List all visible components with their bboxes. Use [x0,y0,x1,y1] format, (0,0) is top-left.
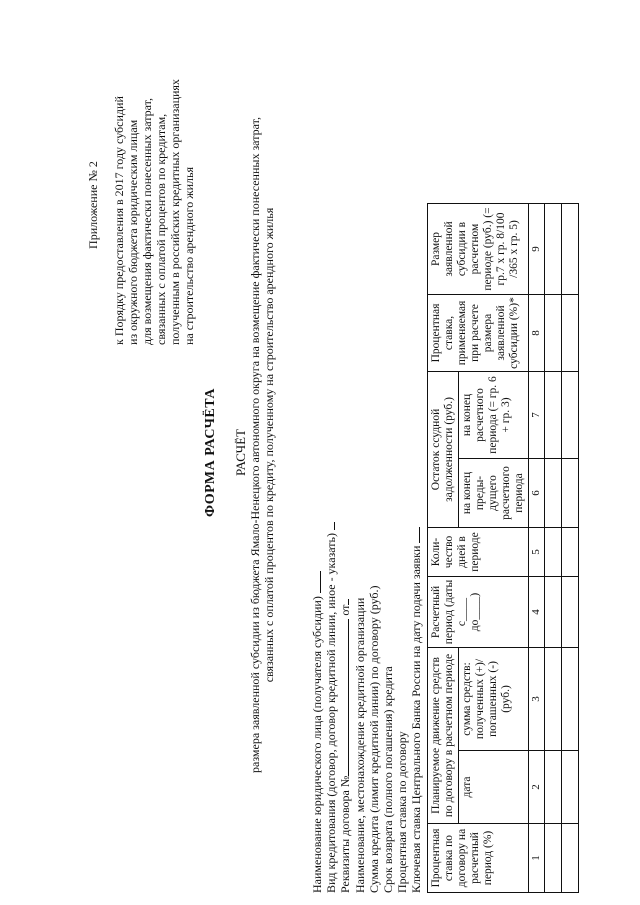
table-cell[interactable] [562,372,579,459]
appendix-line: для возмещения фактически понесенных затрат, [140,98,154,345]
table-row [562,204,579,893]
appendix-line: связанных с оплатой процентов по кредитам, [154,113,168,345]
table-cell[interactable] [562,459,579,528]
th-subsidy-amount: Размер заявленной субсидии в расчетном периоде (руб.) (= гр.7 х гр. 8/100 /365 х гр. 5) [428,204,529,295]
contract-from-blank[interactable] [338,599,349,605]
th-applied-rate: Процентная ставка, применяемая при расчете размера заявленной субсидии (%)* [428,295,529,372]
table-cell[interactable] [545,751,562,824]
bank-name-label: Наименование, местонахождение кредитной организации [352,597,367,893]
contract-from-label: от [338,604,353,616]
table-cell[interactable] [562,648,579,751]
table-cell[interactable] [545,295,562,372]
key-rate-label: Ключевая ставка Центрального Банка России на дату подачи заявки [409,545,424,893]
credit-type-label: Вид кредитования (договор, договор кредитной линии, иное - указать) [324,532,339,893]
rate-label: Процентная ставка по договору [395,731,410,893]
th-balance-prev: на конец преды-дущего расчетного периода [459,459,529,528]
calculation-table [427,203,579,893]
table-cell[interactable] [562,204,579,295]
th-calc-period: Расчетный период (даты с____ до____) [428,577,529,648]
table-cell[interactable] [562,528,579,577]
appendix-line: на строительство арендного жилья [182,167,196,345]
table-cell[interactable] [545,824,562,893]
contract-no-label: Реквизиты договора № [338,775,353,893]
appendix-note [86,45,196,345]
table-cell[interactable] [545,577,562,648]
col-number: 9 [529,204,545,295]
table-cell[interactable] [545,204,562,295]
table-cell[interactable] [545,372,562,459]
table-cell[interactable] [545,528,562,577]
appendix-line: из окружного бюджета юридическим лицам [126,119,140,345]
calc-title: РАСЧЁТ [233,429,248,476]
credit-type-blank[interactable] [324,522,335,530]
col-number: 7 [529,372,545,459]
key-rate-blank[interactable] [409,527,420,543]
credit-sum-label: Сумма кредита (лимит кредитной линии) по договору (руб.) [366,585,381,893]
col-number: 4 [529,577,545,648]
col-number: 5 [529,528,545,577]
table-cell[interactable] [545,459,562,528]
form-title: ФОРМА РАСЧЁТА [203,388,218,517]
col-number: 1 [529,824,545,893]
column-numbers-row [529,204,545,893]
subtitle-line: связанных с оплатой процентов по кредиту, полученному на строительство арендного жилья [262,207,276,683]
table-cell[interactable] [562,751,579,824]
th-funds-sum: сумма средств: полученных (+)/ погашенных (-) (руб.) [459,648,529,751]
subtitle-line: размера заявленной субсидии из бюджета Ямало-Ненецкого автономного округа на возмещение фактически понесенных затрат, [248,117,262,773]
th-planned-movement: Планируемое движение средств по договору в расчетном периоде [428,648,459,824]
table-cell[interactable] [545,648,562,751]
contract-no-blank[interactable] [338,619,349,776]
org-name-blank[interactable] [310,571,321,593]
th-contract-rate: Процентная ставка по договору на расчетный период (%) [428,824,529,893]
col-number: 6 [529,459,545,528]
requisites-fields [310,293,424,893]
th-date: дата [459,751,529,824]
table-cell[interactable] [562,295,579,372]
document-subtitle [248,45,276,845]
appendix-line: к Порядку предоставления в 2017 году субсидий [112,96,126,345]
appendix-line: полученным в российских кредитных организациях [168,79,182,345]
col-number: 2 [529,751,545,824]
table-cell[interactable] [562,824,579,893]
col-number: 3 [529,648,545,751]
table-row [545,204,562,893]
th-loan-balance: Остаток ссудной задолженности (руб.) [428,372,459,528]
table-cell[interactable] [562,577,579,648]
repay-term-label: Срок возврата (полного погашения) кредита [381,666,396,893]
col-number: 8 [529,295,545,372]
th-days-count: Коли-чество дней в периоде [428,528,529,577]
th-balance-end: на конец расчетного периода (= гр. 6 + гр. 3) [459,372,529,459]
org-name-label: Наименование юридического лица (получателя субсидии) [310,596,324,893]
appendix-title: Приложение № 2 [86,161,100,249]
calculation-table-wrap [427,203,579,893]
